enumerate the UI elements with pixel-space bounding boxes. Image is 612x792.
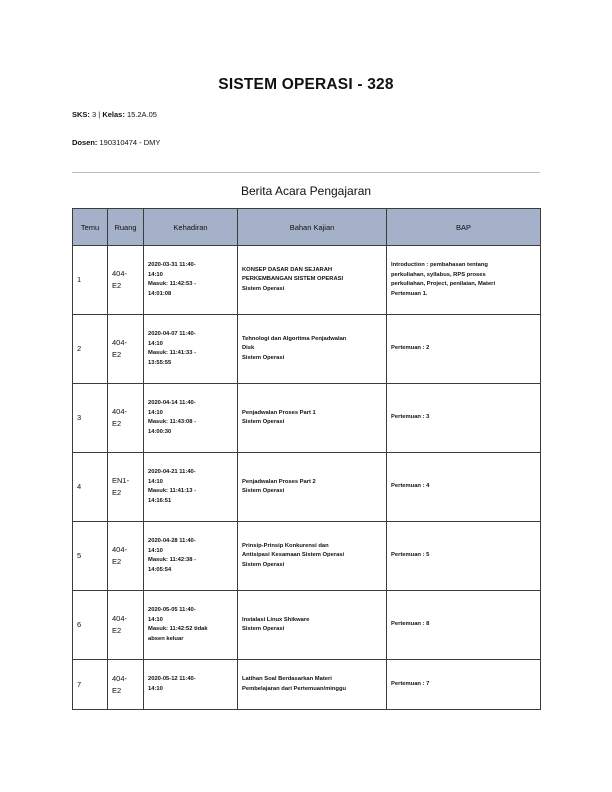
kehadiran-cell (144, 246, 238, 315)
kehadiran-line: 14:10 (148, 340, 163, 347)
bap-line: perkuliahan, Project, penilaian, Materi (391, 281, 496, 287)
table-header-row (73, 209, 541, 246)
lecturer-info (72, 138, 160, 147)
ruang-cell (108, 660, 144, 710)
document-title: SISTEM OPERASI - 328 (218, 76, 394, 93)
kehadiran-cell (144, 453, 238, 522)
kelas-value: 15.2A.05 (126, 110, 157, 119)
sks-label: SKS: (72, 110, 90, 119)
ruang-line: E2 (112, 281, 122, 290)
bahan-kajian-line: Prinsip-Prinsip Konkurensi dan (242, 542, 329, 549)
ruang-line: EN1- (112, 476, 130, 485)
dosen-label: Dosen: (72, 138, 98, 147)
bap-cell (387, 246, 541, 315)
dosen-value: 190310474 - DMY (99, 138, 161, 147)
kehadiran-line: 14:10 (148, 547, 163, 554)
temu-cell: 3 (73, 384, 108, 453)
kehadiran-line: Masuk: 11:42:52 tidak (148, 626, 208, 632)
bahan-kajian-cell (238, 453, 387, 522)
kehadiran-line: 14:10 (148, 271, 163, 278)
bap-line: Pertemuan : 7 (391, 680, 430, 687)
bahan-kajian-cell (238, 591, 387, 660)
kehadiran-line: 14:10 (148, 409, 163, 416)
bap-line: Pertemuan : 2 (391, 345, 430, 352)
ruang-line: 404- (112, 673, 128, 683)
bap-line: perkuliahan, syllabus, RPS proses (391, 271, 486, 278)
bahan-kajian-line: Antisipasi Kesamaan Sistem Operasi (242, 552, 345, 559)
bap-cell (387, 384, 541, 453)
ruang-cell (108, 384, 144, 453)
kehadiran-cell (144, 522, 238, 591)
ruang-cell (108, 591, 144, 660)
header-ruang: Ruang (108, 209, 144, 246)
bap-line: Pertemuan 1. (391, 290, 428, 297)
ruang-line: 404- (112, 269, 128, 278)
teaching-log-table (72, 208, 541, 710)
kehadiran-line: 14:00:30 (148, 428, 172, 435)
bahan-kajian-cell (238, 246, 387, 315)
ruang-line: E2 (112, 626, 122, 635)
bahan-kajian-line: Sistem Operasi (242, 419, 285, 425)
header-bahan-kajian: Bahan Kajian (238, 209, 387, 246)
bahan-kajian-cell (238, 660, 387, 710)
divider (72, 172, 540, 173)
kehadiran-line: 2020-03-31 11:40- (148, 262, 196, 268)
table-body (73, 246, 541, 710)
separator: | (98, 110, 101, 119)
bap-line: Pertemuan : 4 (391, 483, 430, 490)
header-temu: Temu (73, 209, 108, 246)
ruang-cell (108, 453, 144, 522)
table-row (73, 660, 541, 710)
ruang-line: E2 (112, 557, 122, 566)
kehadiran-line: Masuk: 11:42:38 - (148, 557, 197, 563)
ruang-cell (108, 315, 144, 384)
temu-cell: 7 (73, 660, 108, 710)
kehadiran-line: absen keluar (148, 635, 184, 642)
header-bap: BAP (387, 209, 541, 246)
ruang-line: E2 (112, 488, 122, 497)
section-title: Berita Acara Pengajaran (240, 184, 372, 198)
kehadiran-line: 14:10 (148, 616, 163, 623)
ruang-line: E2 (112, 419, 122, 428)
ruang-line: E2 (112, 350, 122, 359)
bahan-kajian-cell (238, 522, 387, 591)
bahan-kajian-line: PERKEMBANGAN SISTEM OPERASI (242, 276, 344, 283)
temu-cell: 6 (73, 591, 108, 660)
kehadiran-line: 2020-04-28 11:40- (148, 538, 196, 544)
table-row (73, 522, 541, 591)
temu-cell: 2 (73, 315, 108, 384)
kelas-label: Kelas: (102, 110, 125, 119)
temu-cell: 4 (73, 453, 108, 522)
kehadiran-line: 14:10 (148, 685, 163, 692)
bahan-kajian-line: Penjadwalan Proses Part 1 (242, 409, 316, 416)
table-row (73, 453, 541, 522)
kehadiran-cell (144, 591, 238, 660)
bap-line: Introduction : pembahasan tentang (391, 262, 488, 268)
ruang-line: E2 (112, 685, 122, 695)
bap-cell (387, 315, 541, 384)
bahan-kajian-line: Sistem Operasi (242, 285, 285, 292)
bap-line: Pertemuan : 8 (391, 621, 430, 628)
bahan-kajian-line: Latihan Soal Berdasarkan Materi (242, 676, 332, 682)
ruang-line: 404- (112, 545, 128, 554)
kehadiran-line: 14:10 (148, 478, 163, 485)
ruang-line: 404- (112, 407, 128, 416)
kehadiran-line: 14:01:08 (148, 290, 172, 297)
ruang-cell (108, 522, 144, 591)
bahan-kajian-line: Sistem Operasi (242, 354, 285, 361)
bap-cell (387, 522, 541, 591)
kehadiran-line: 2020-05-12 11:40- (148, 676, 196, 682)
bahan-kajian-line: Tehnologi dan Algoritma Penjadwalan (242, 335, 347, 342)
ruang-cell (108, 246, 144, 315)
kehadiran-cell (144, 315, 238, 384)
bahan-kajian-cell (238, 315, 387, 384)
course-info (72, 110, 157, 119)
kehadiran-line: Masuk: 11:41:13 - (148, 488, 197, 494)
table-row (73, 591, 541, 660)
temu-cell: 1 (73, 246, 108, 315)
kehadiran-line: 2020-04-21 11:40- (148, 469, 196, 475)
kehadiran-line: Masuk: 11:43:08 - (148, 419, 197, 425)
kehadiran-cell (144, 384, 238, 453)
bahan-kajian-line: KONSEP DASAR DAN SEJARAH (242, 266, 333, 273)
kehadiran-line: 14:16:51 (148, 497, 172, 504)
kehadiran-line: Masuk: 11:42:53 - (148, 281, 197, 287)
kehadiran-line: 2020-04-14 11:40- (148, 400, 196, 406)
bahan-kajian-line: Disk (242, 345, 255, 352)
bahan-kajian-line: Sistem Operasi (242, 626, 285, 632)
sks-value: 3 (92, 110, 97, 119)
bahan-kajian-line: Sistem Operasi (242, 488, 285, 494)
kehadiran-line: 14:05:54 (148, 566, 172, 573)
table-row (73, 384, 541, 453)
ruang-line: 404- (112, 338, 128, 347)
table-row (73, 246, 541, 315)
bap-line: Pertemuan : 3 (391, 414, 430, 421)
bahan-kajian-cell (238, 384, 387, 453)
bap-cell (387, 660, 541, 710)
header-kehadiran: Kehadiran (144, 209, 238, 246)
ruang-line: 404- (112, 614, 128, 623)
kehadiran-cell (144, 660, 238, 710)
bahan-kajian-line: Pembelajaran dari Pertemuan/minggu (242, 685, 347, 692)
bap-cell (387, 591, 541, 660)
bahan-kajian-line: Sistem Operasi (242, 561, 285, 568)
bahan-kajian-line: Penjadwalan Proses Part 2 (242, 478, 316, 485)
temu-cell: 5 (73, 522, 108, 591)
kehadiran-line: Masuk: 11:41:33 - (148, 350, 197, 356)
table-row (73, 315, 541, 384)
bahan-kajian-line: Instalasi Linux Shikware (242, 616, 310, 623)
kehadiran-line: 2020-05-05 11:40- (148, 607, 196, 613)
kehadiran-line: 2020-04-07 11:40- (148, 331, 196, 337)
kehadiran-line: 13:55:55 (148, 359, 172, 366)
bap-cell (387, 453, 541, 522)
bap-line: Pertemuan : 5 (391, 552, 430, 559)
